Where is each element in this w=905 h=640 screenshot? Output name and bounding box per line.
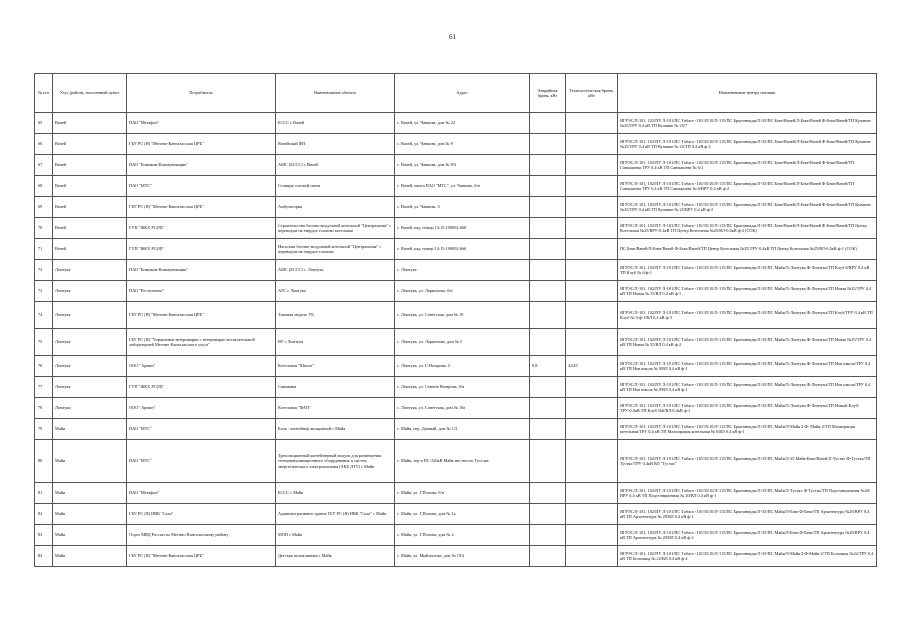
table-row	[35, 113, 877, 134]
cell-power-center: ЯГРЭС/Л-101, 102/ПУ Л-101/ПС Табага -110/35/10/Л-115/ПС Брытаннадж/Л-35/ПС Майя/Л-Беке Ф-Беке/ТП Архитектура №29/ВРУ 0,4 кВ ТП Архитектура № 29/ВЛ 0,4 кВ ф-1	[618, 504, 877, 525]
cell-object: БССС с Вачей	[276, 113, 395, 134]
table-row	[35, 356, 877, 377]
cell-area: Ломтука	[53, 356, 127, 377]
cell-number: 79	[35, 419, 53, 440]
cell-number: 65	[35, 113, 53, 134]
cell-power-center: ЯГРЭС/Л-101, 102/ПУ Л-101/ПС Табага -110/35/10/Л-115/ПС Брытаннадж/Л-35/ПС Майя/Л-Ломтука Ф-Ломтука/ТП Клуб/ТРУ 0,4 кВ ТП Клуб № 5/ф-1/ВЛ 0,4 кВ ф-3	[618, 302, 877, 329]
cell-area: Майя	[53, 525, 127, 546]
cell-tech-reserve	[566, 398, 618, 419]
cell-power-center: ЯГРЭС/Л-101, 102/ПУ Л-101/ПС Табага -110/35/10/Л-115/ПС Брытаннадж/Л-35/ПС Беке/Вачей/Л-Беке/Вачей Ф-Беке/Вачей/ТП Купание №25/ТРУ 0,4 кВ ТП Купание № 25/7	[618, 113, 877, 134]
table-row	[35, 329, 877, 356]
cell-tech-reserve	[566, 155, 618, 176]
table-row	[35, 239, 877, 260]
cell-number: 80	[35, 440, 53, 483]
cell-tech-reserve	[566, 525, 618, 546]
cell-emergency-reserve	[530, 483, 566, 504]
cell-area: Вачей	[53, 113, 127, 134]
col-header-emergency-reserve: Аварийная броня, кВт	[530, 74, 566, 113]
cell-number: 69	[35, 197, 53, 218]
cell-power-center: ЯГРЭС/Л-101, 102/ПУ Л-101/ПС Табага -110/35/10/Л-115/ПС Брытаннадж/Л-35/ПС Майя/Л-Ломтука Ф-Ломтука/ТП Новая №35/ТРУ 0,4 кВ ТП Новая № 35/ВЛ 0,4 кВ ф-1	[618, 281, 877, 302]
cell-emergency-reserve	[530, 176, 566, 197]
cell-object: Вачейский ФП	[276, 134, 395, 155]
cell-address: с. Вачей, ул. Чанкова, дом № 8/3	[395, 155, 530, 176]
cell-number: 83	[35, 525, 53, 546]
cell-tech-reserve	[566, 302, 618, 329]
cell-object: Административное здание ГБУ РС (Я) НВК "Саха" с Майя	[276, 504, 395, 525]
cell-tech-reserve	[566, 239, 618, 260]
table-row	[35, 483, 877, 504]
cell-consumer: ГБУ РС (Я) "Мегино-Кангаласская ЦРБ"	[127, 197, 276, 218]
cell-consumer: ГБУ РС (Я) "Управление ветеринарии с ветеринарно-испытательной лабораторией Мегино-Кангаласского улуса"	[127, 329, 276, 356]
cell-consumer: ПАО "Мегафон"	[127, 113, 276, 134]
cell-power-center: ЯГРЭС/Л-101, 102/ПУ Л-101/ПС Табага -110/35/10/Л-115/ПС Брытаннадж/Л-35/ПС Майя/Л-Ломтука Ф-Ломтука/ТП Клуб 6/ВРУ 0,4 кВ ТП Клуб № 6/ф-1	[618, 260, 877, 281]
table-row	[35, 377, 877, 398]
cell-object: Строительство блочно-модульной котельной "Центральная" с переводом на твердое топливо котельная	[276, 218, 395, 239]
cell-area: Вачей	[53, 218, 127, 239]
cell-address: с. Ломтука	[395, 260, 530, 281]
cell-emergency-reserve	[530, 239, 566, 260]
cell-object: Котельная "Школа"	[276, 356, 395, 377]
cell-power-center: ЯГРЭС/Л-101, 102/ПУ Л-101/ПС Табага -110/35/10/Л-115/ПС Брытаннадж/Л-35/ПС Беке/Вачей/Л-Беке/Вачей Ф-Беке/Вачей/ТП Центр Котельная №25/ВРУ-0.4кВ ТП Центр Котельная №25/ВЛ-0,4кВ ф-2 (СОК)	[618, 218, 877, 239]
col-header-tech-reserve: Технологическая броня, кВт	[566, 74, 618, 113]
cell-consumer: ПАО "МТС"	[127, 440, 276, 483]
cell-area: Вачей	[53, 239, 127, 260]
cell-object: Трехсекционный контейнерный модуль для размещения телекоммуникационного оборудования и систем энергетического электропитания (АКБ ЛТУ) с Майя	[276, 440, 395, 483]
table-row	[35, 546, 877, 567]
cell-consumer: ГБУ РС (Я) "Мегино-Кангаласская ЦРБ"	[127, 134, 276, 155]
cell-object: МОП с Майя	[276, 525, 395, 546]
table-row	[35, 134, 877, 155]
cell-power-center: ЯГРЭС/Л-101, 102/ПУ Л-101/ПС Табага -110/35/10/Л-115/ПС Брытаннадж/Л-35/ПС Беке/Вачей/Л-Беке/Вачей Ф-Беке/Вачей/ТП Купание №25/ТРУ 0,4 кВ ТП Купание № 25/ВРУ 0,4 кВ ф-2	[618, 197, 877, 218]
cell-emergency-reserve: 0,8	[530, 356, 566, 377]
cell-consumer: ПАО "Бимиком-Коммуникация"	[127, 155, 276, 176]
cell-area: Вачей	[53, 155, 127, 176]
cell-number: 66	[35, 134, 53, 155]
cell-address: с. Майя, ул. Г.Попова, б/н	[395, 483, 530, 504]
cell-address: с. Ломтука, ул. Ларионова, дом № 5	[395, 329, 530, 356]
cell-tech-reserve	[566, 176, 618, 197]
cell-tech-reserve: 4,625	[566, 356, 618, 377]
cell-number: 81	[35, 483, 53, 504]
cell-number: 67	[35, 155, 53, 176]
cell-number: 72	[35, 260, 53, 281]
cell-address: с. Майя, ул. Мыйтылова, дом № 19/2	[395, 546, 530, 567]
cell-object: БССС с Майя	[276, 483, 395, 504]
table-row	[35, 302, 877, 329]
cell-number: 68	[35, 176, 53, 197]
cell-tech-reserve	[566, 134, 618, 155]
cell-consumer: ГУП "ЖКХ РС(Я)"	[127, 239, 276, 260]
col-header-number: № п/п	[35, 74, 53, 113]
cell-tech-reserve	[566, 504, 618, 525]
cell-tech-reserve	[566, 113, 618, 134]
cell-object: Блок - контейнер аппаратной с Майя	[276, 419, 395, 440]
table-row	[35, 398, 877, 419]
cell-emergency-reserve	[530, 218, 566, 239]
cell-object: Детская поликлиника с Майя	[276, 546, 395, 567]
cell-object: Котельная "ФАП"	[276, 398, 395, 419]
cell-emergency-reserve	[530, 329, 566, 356]
col-header-object: Наименование объекта	[276, 74, 395, 113]
cell-emergency-reserve	[530, 155, 566, 176]
cell-power-center: ЯГРЭС/Л-101, 102/ПУ Л-101/ПС Табага -110/35/10/Л-115/ПС Брытаннадж/Л-35/ПС Майя/Л-Майя 2 Ф- Майя-2/ТП Малиорация котельная/ТРУ 0,4 кВ ТП Малиорация котельная № 6/ВЛ 0,4 кВ ф-1	[618, 419, 877, 440]
cell-area: Ломтука	[53, 398, 127, 419]
cell-number: 77	[35, 377, 53, 398]
cell-power-center: ЯГРЭС/Л-101, 102/ПУ Л-101/ПС Табага -110/35/10/Л-115/ПС Брытаннадж/Л-35/ПС Майя/Л-Ломтука Ф-Ломтука/ТП Нов школа/ТРУ 0,4 кВ ТП Нов школа № 0/ВЛ 0,4 кВ ф-1	[618, 356, 877, 377]
cell-address: с. Вачей, кад. номер 14:15:190002:660	[395, 218, 530, 239]
cell-emergency-reserve	[530, 260, 566, 281]
table-row	[35, 260, 877, 281]
cell-object: ВУ с Ломтука	[276, 329, 395, 356]
cell-tech-reserve	[566, 218, 618, 239]
cell-emergency-reserve	[530, 398, 566, 419]
table-row	[35, 525, 877, 546]
col-header-area: Улус (район), населенный пункт	[53, 74, 127, 113]
cell-area: Вачей	[53, 134, 127, 155]
cell-emergency-reserve	[530, 525, 566, 546]
cell-tech-reserve	[566, 197, 618, 218]
cell-consumer: ПАО "МТС"	[127, 176, 276, 197]
cell-power-center: ПС Беке/Вачей/Л-Беке/Вачей Ф-Беке/Вачей/ТП Центр Котельная №25/ТРУ-0.4кВ ТП Центр Котельная №25/ВЛ-0,4кВ ф-1 (СОК)	[618, 239, 877, 260]
cell-tech-reserve	[566, 377, 618, 398]
cell-number: 71	[35, 239, 53, 260]
cell-tech-reserve	[566, 546, 618, 567]
cell-consumer: ООО "Армин"	[127, 398, 276, 419]
cell-tech-reserve	[566, 419, 618, 440]
cell-object: АМС (БССС) с Вачей	[276, 155, 395, 176]
table-row	[35, 281, 877, 302]
table-row	[35, 419, 877, 440]
cell-area: Вачей	[53, 197, 127, 218]
cell-address: с. Вачей, мачта ПАО "МТС", ул. Чанкова, б/н	[395, 176, 530, 197]
cell-emergency-reserve	[530, 134, 566, 155]
cell-power-center: ЯГРЭС/Л-101, 102/ПУ Л-101/ПС Табага -110/35/10/Л-115/ПС Брытаннадж/Л-35/ПС Беке/Вачей/Л-Беке/Вачей Ф-Беке/Вачей/ТП Саюкашева ТРУ 0,4 кВ ТП Саюкашева № 6/ВРУ 0,4 кВ ф-2	[618, 176, 877, 197]
cell-address: с. Майя, пер. Данный, дом № 1/3	[395, 419, 530, 440]
cell-number: 78	[35, 398, 53, 419]
col-header-consumer: Потребитель	[127, 74, 276, 113]
table-row	[35, 197, 877, 218]
cell-address: с. Ломтука, ул. Семена Назарова, б/н	[395, 377, 530, 398]
cell-emergency-reserve	[530, 546, 566, 567]
cell-address: с. Вачей, кад. номер 14:15:190002:666	[395, 239, 530, 260]
cell-power-center: ЯГРЭС/Л-101, 102/ПУ Л-101/ПС Табага -110/35/10/Л-115/ПС Брытаннадж/Л-35/ПС Майя/Л-Беке Ф-Беке/ТП Архитектура №29/ВРУ 0,4 кВ ТП Архитектура № 29/ВЛ 0,4 кВ ф-2	[618, 525, 877, 546]
table-row	[35, 218, 877, 239]
cell-consumer: ПАО "Мегафон"	[127, 483, 276, 504]
cell-address: с. Вачей, ул. Чанкова, 3	[395, 197, 530, 218]
cell-number: 82	[35, 504, 53, 525]
cell-object: АТС с Ломтука	[276, 281, 395, 302]
power-consumers-table	[34, 73, 877, 567]
table-row	[35, 440, 877, 483]
col-header-power-center: Наименование центра питания	[618, 74, 877, 113]
cell-power-center: ЯГРЭС/Л-101, 102/ПУ Л-101/ПС Табага -110/35/10/Л-115/ПС Брытаннадж/Л-35/ПС Майя/Л-Ломтука Ф-Ломтука/ТП Новая №35/ТРУ 0,4 кВ ТП Новая № 35/ВЛ 0,4 кВ ф-2	[618, 329, 877, 356]
cell-area: Майя	[53, 546, 127, 567]
cell-consumer: ПАО "МТС"	[127, 419, 276, 440]
cell-emergency-reserve	[530, 419, 566, 440]
cell-power-center: ЯГРЭС/Л-101, 102/ПУ Л-101/ПС Табага -110/35/10/Л-115/ПС Брытаннадж/Л-35/ПС Майя/Л-Тустях Ф-Тустях/ТП Подстанционная №20/ВРУ 0,4 кВ ТП Подстанционная № 20/ВЛ 0,4 кВ ф-1	[618, 483, 877, 504]
cell-object: Насосная блочно-модульной котельной "Центральная" с переводом на твердое топливо	[276, 239, 395, 260]
cell-consumer: ПАО "Ростелеком"	[127, 281, 276, 302]
cell-area: Ломтука	[53, 377, 127, 398]
cell-address: с. Вачей, ул. Чанкова, дом № 22	[395, 113, 530, 134]
cell-number: 76	[35, 356, 53, 377]
cell-power-center: ЯГРЭС/Л-101, 102/ПУ Л-101/ПС Табага -110/35/10/Л-115/ПС Брытаннадж/Л-35/ПС Майя/Л-Ломтука Ф-Ломтука/ТП Новый Клуб/ТРУ-0,4кВ ТП Клуб №6/ВЛ-0,4кВ ф-1	[618, 398, 877, 419]
cell-address: с. Майя, тер-я ПС-220кВ Майя местность Тустэях	[395, 440, 530, 483]
cell-object: Скважина	[276, 377, 395, 398]
cell-address: с. Ломтука, ул. Ларионова, б/н	[395, 281, 530, 302]
cell-power-center: ЯГРЭС/Л-101, 102/ПУ Л-101/ПС Табага -110/35/10/Л-115/ПС Брытаннадж/Л-35/ПС Майя/Л-35 Майя-Беке/Вачей/Л-Тустях Ф-Тустях/ТП Тустях/ТРУ 0,4кВ ВЛ "Тустях"	[618, 440, 877, 483]
cell-tech-reserve	[566, 281, 618, 302]
cell-address: с. Майя, ул. Г.Попова, дом № 1а	[395, 504, 530, 525]
cell-number: 84	[35, 546, 53, 567]
cell-consumer: ГУП "ЖКХ РС(Я)"	[127, 377, 276, 398]
cell-emergency-reserve	[530, 281, 566, 302]
cell-area: Вачей	[53, 176, 127, 197]
cell-power-center: ЯГРЭС/Л-101, 102/ПУ Л-101/ПС Табага -110/35/10/Л-115/ПС Брытаннадж/Л-35/ПС Беке/Вачей/Л-Беке/Вачей Ф-Беке/Вачей/ТП Купание №25/ТРУ 0,4 кВ ТП Купание № 25/ТП 0,4 кВ ф-2	[618, 134, 877, 155]
cell-emergency-reserve	[530, 302, 566, 329]
cell-emergency-reserve	[530, 504, 566, 525]
table-row	[35, 155, 877, 176]
cell-power-center: ЯГРЭС/Л-101, 102/ПУ Л-101/ПС Табага -110/35/10/Л-115/ПС Брытаннадж/Л-35/ПС Беке/Вачей/Л-Беке/Вачей Ф-Беке/Вачей/ТП Саюкашева ТРУ 0,4 кВ ТП Саюкашева № 6/1	[618, 155, 877, 176]
cell-consumer: ООО "Армин"	[127, 356, 276, 377]
cell-consumer: ГБУ РС (Я) "Мегино-Кангаласская ЦРБ"	[127, 546, 276, 567]
cell-area: Ломтука	[53, 281, 127, 302]
cell-area: Майя	[53, 483, 127, 504]
cell-area: Ломтука	[53, 260, 127, 281]
cell-area: Майя	[53, 419, 127, 440]
col-header-address: Адрес	[395, 74, 530, 113]
cell-emergency-reserve	[530, 197, 566, 218]
cell-tech-reserve	[566, 329, 618, 356]
cell-address: с. Ломтука, ул. С.Назарова, 5	[395, 356, 530, 377]
table-row	[35, 504, 877, 525]
cell-area: Ломтука	[53, 302, 127, 329]
cell-number: 74	[35, 302, 53, 329]
cell-tech-reserve	[566, 440, 618, 483]
cell-consumer: Отдел МВД России по Мегино-Кангаласскому району	[127, 525, 276, 546]
cell-tech-reserve	[566, 260, 618, 281]
page-number: 61	[449, 33, 456, 41]
cell-address: с. Ломтука, ул. Советская, дом № 19	[395, 302, 530, 329]
cell-consumer: ГБУ РС (Я) "Мегино-Кангаласская ЦРБ"	[127, 302, 276, 329]
cell-area: Майя	[53, 440, 127, 483]
cell-address: с. Вачей, ул. Чанкова, дом № 9	[395, 134, 530, 155]
cell-number: 73	[35, 281, 53, 302]
cell-area: Ломтука	[53, 329, 127, 356]
cell-address: с. Майя, ул. Г.Попова, дом № 2	[395, 525, 530, 546]
table-row	[35, 176, 877, 197]
cell-consumer: ПАО "Бимиком-Коммуникация"	[127, 260, 276, 281]
cell-power-center: ЯГРЭС/Л-101, 102/ПУ Л-101/ПС Табага -110/35/10/Л-115/ПС Брытаннадж/Л-35/ПС Майя/Л-Ломтука Ф-Ломтука/ТП Нов школа/ТРУ 0,4 кВ ТП Нов школа № 0/ВЛ 0,4 кВ ф-1	[618, 377, 877, 398]
cell-tech-reserve	[566, 483, 618, 504]
cell-emergency-reserve	[530, 377, 566, 398]
cell-object: Амбулатория	[276, 197, 395, 218]
cell-consumer: ГБУ РС (Я) НВК "Саха"	[127, 504, 276, 525]
cell-number: 75	[35, 329, 53, 356]
cell-emergency-reserve	[530, 440, 566, 483]
cell-area: Майя	[53, 504, 127, 525]
cell-power-center: ЯГРЭС/Л-101, 102/ПУ Л-101/ПС Табага -110/35/10/Л-115/ПС Брытаннадж/Л-35/ПС Майя/Л-Майя 2 Ф-Майя-2/ТП Больница №22/ТРУ 0,4 кВ ТП Больница № 22/ВЛ 0,4 кВ ф-2	[618, 546, 877, 567]
cell-object: Станция сотовой связи	[276, 176, 395, 197]
table-header-row	[35, 74, 877, 113]
cell-number: 70	[35, 218, 53, 239]
cell-emergency-reserve	[530, 113, 566, 134]
cell-object: АМС (БССС) с. Ломтука	[276, 260, 395, 281]
cell-address: с. Ломтука, ул. Советская, дом № 19а	[395, 398, 530, 419]
cell-consumer: ГУП "ЖКХ РС(Я)"	[127, 218, 276, 239]
cell-object: Типовая модель УБ	[276, 302, 395, 329]
